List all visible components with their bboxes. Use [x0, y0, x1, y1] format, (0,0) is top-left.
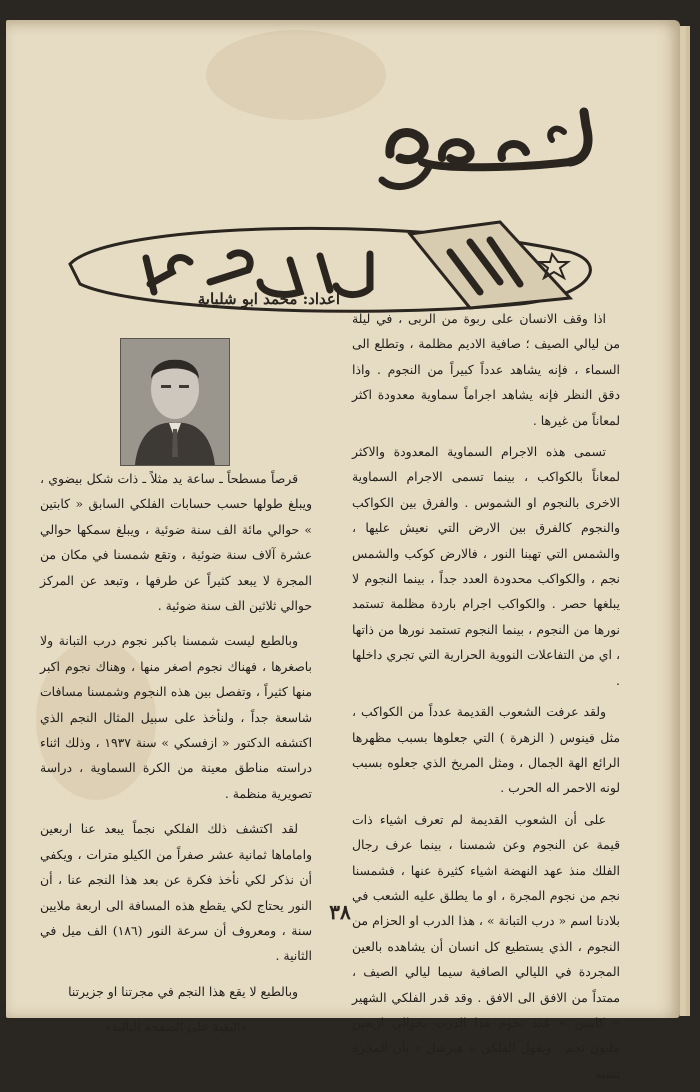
article-column-left: [40, 466, 312, 1050]
paragraph: لقد اكتشف ذلك الفلكي نجماً يبعد عنا اربعين واماماها ثمانية عشر صفراً من الكيلو مترات ، ويكفي أن نذكر لكي نأخذ فكرة عن بعد هذا النجم عنا ، أن النور يحتاج لكي يقطع هذه المسافة الى اربعة ملايين سنة ، ومعروف أن سرعة النور (١٨٦) الف ميل في الثانية .: [40, 821, 312, 964]
paragraph: اذا وقف الانسان على ربوة من الربى ، في ليلة من ليالي الصيف ؛ صافية الاديم مظلمة ، وتطلع الى السماء ، فإنه يشاهد عدداً كبيراً من النجوم . واذا دقق النظر فإنه يشاهد اجراماً سماوية معدودة اكثر لمعاناً من غيرها .: [352, 311, 620, 428]
paragraph: قرصاً مسطحاً ـ ساعة يد مثلاً ـ ذات شكل بيضوي ، ويبلغ طولها حسب حسابات الفلكي السابق « كابتين » حوالي مائة الف سنة ضوئية ، ويبلغ سمكها حوالي عشرة آلاف سنة ضوئية ، وتقع شمسنا في مكان من المجرة لا يبعد كثيراً عن طرفها ، وتبعد عن المركز حوالي ثلاثين الف سنة ضوئية .: [40, 471, 312, 614]
section-title: [370, 92, 610, 202]
article-column-right: [352, 306, 620, 1092]
author-byline: اعداد: محمد ابو شلباية: [197, 290, 340, 308]
author-photo: [120, 338, 230, 466]
continued-note: «البقية على الصفحة التالية»: [103, 1019, 249, 1035]
paper-stain: [206, 30, 386, 120]
paragraph: وبالطبع لا يقع هذا النجم في مجرتنا او جزيرتنا: [68, 983, 298, 999]
page-number: ٣٨: [329, 900, 351, 924]
paragraph: على أن الشعوب القديمة لم تعرف اشياء ذات قيمة عن النجوم وعن شمسنا ، بينما عرف رجال الفلك منذ عهد النهضة اشياء كثيرة عنها ، فشمسنا نجم من نجوم المجرة ، او ما يطلق عليه الشعب في بلادنا اسم « درب التبانة » ، هذا الدرب او الحزام من النجوم ، الذي يستطيع كل انسان أن يشاهده بالعين المجردة في الليالي الصافية سيما ليالي الصيف ، ممتداً من الافق الى الافق . وقد قدر الفلكي الشهير « كابتين » عدد نجوم هذا الدرب بحوالي اربعين مليون نجم . ويقول الفلكي « هيرشل » بأن المجرة تشبه: [352, 811, 620, 1081]
paragraph: ولقد عرفت الشعوب القديمة عدداً من الكواكب ، مثل فينوس ( الزهرة ) التي جعلوها بسبب مظهرها الرائع الهة الجمال ، ومثل المريخ الذي جعلوه بسبب لونه الاحمر اله الحرب .: [352, 704, 620, 796]
paragraph: تسمى هذه الاجرام السماوية المعدودة والاكثر لمعاناً بالكواكب ، بينما تسمى الاجرام السماوية الاخرى بالنجوم او الشموس . والفرق بين الكواكب والنجوم كالفرق بين الارض التي نعيش عليها ، والشمس التي تهبنا النور ، فالارض كوكب والشمس نجم ، والكواكب محدودة العدد جداً ، بينما النجوم لا يبلغها حصر . والكواكب اجرام باردة مظلمة تستمد نورها من النجوم ، بينما النجوم تستمد نورها من ذاتها ، اي من التفاعلات النووية الحرارية التي تجري داخلها .: [352, 444, 620, 688]
portrait-image: [121, 339, 229, 465]
section-title-calligraphy: [370, 92, 610, 202]
paragraph: وبالطبع ليست شمسنا باكبر نجوم درب التبانة ولا باصغرها ، فهناك نجوم اصغر منها ، وهناك نجوم اكبر منها كثيراً ، وتفصل بين هذه النجوم وشمسنا مسافات شاسعة جداً ، ولنأخذ على سبيل المثال النجم الذي اكتشفه الدكتور « ازفسكي » سنة ١٩٣٧ ، وذلك اثناء دراسته مناطق معينة من الكرة السماوية ، دراسة تصويرية منظمة .: [40, 633, 313, 801]
